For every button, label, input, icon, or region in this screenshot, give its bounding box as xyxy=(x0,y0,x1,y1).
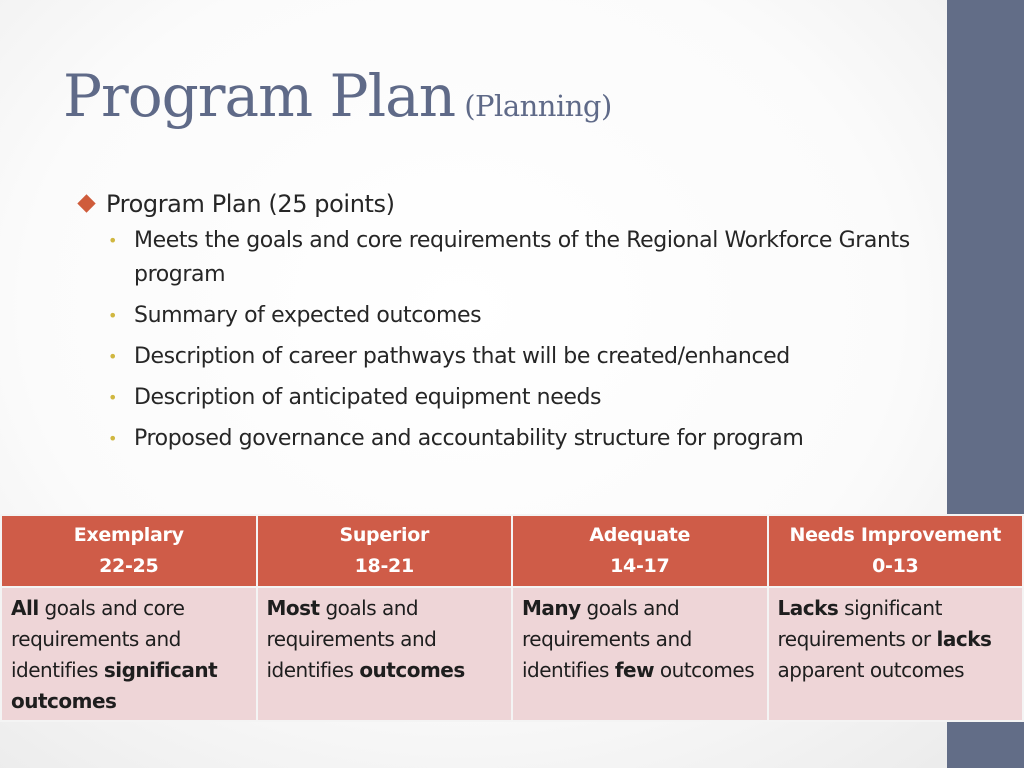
desc-text: apparent outcomes xyxy=(777,658,965,682)
rubric-level-range: 14-17 xyxy=(610,555,670,577)
desc-text: goals and requirements and identifies xyxy=(522,596,692,682)
desc-bold: Lacks xyxy=(777,596,839,620)
title-main: Program Plan xyxy=(63,62,456,130)
desc-bold: Many xyxy=(522,596,581,620)
rubric-level-range: 22-25 xyxy=(99,555,159,577)
desc-text: goals and core requirements and identifies xyxy=(11,596,185,682)
list-item xyxy=(108,224,918,292)
sub-bullet-text: Summary of expected outcomes xyxy=(134,303,482,328)
rubric-level-name: Adequate xyxy=(589,524,691,546)
rubric-table xyxy=(0,514,1024,722)
bullet-dot-icon: • xyxy=(108,388,118,407)
sub-bullet-text: Description of anticipated equipment needs xyxy=(134,385,602,410)
rubric-header-needs-improvement xyxy=(768,515,1024,587)
desc-text: outcomes xyxy=(654,658,755,682)
rubric-level-range: 18-21 xyxy=(354,555,414,577)
bullet-dot-icon: • xyxy=(108,231,118,250)
desc-text: goals and requirements and identifies xyxy=(266,596,437,682)
desc-bold: few xyxy=(614,658,655,682)
rubric-header-adequate xyxy=(512,515,768,587)
bullet-dot-icon: • xyxy=(108,347,118,366)
desc-bold: outcomes xyxy=(359,658,465,682)
sub-bullet-text: Description of career pathways that will be created/enhanced xyxy=(134,344,790,369)
rubric-level-range: 0-13 xyxy=(872,555,919,577)
rubric-level-name: Needs Improvement xyxy=(789,524,1002,546)
table-row xyxy=(1,587,1023,721)
slide-content xyxy=(78,184,918,463)
rubric-desc-needs-improvement xyxy=(768,587,1024,721)
list-item xyxy=(108,381,918,415)
bullet-dot-icon: • xyxy=(108,306,118,325)
rubric-desc-exemplary xyxy=(1,587,257,721)
desc-text: significant requirements or xyxy=(777,596,942,651)
list-item xyxy=(108,299,918,333)
rubric-header-superior xyxy=(257,515,513,587)
rubric-desc-adequate xyxy=(512,587,768,721)
rubric-header-row xyxy=(1,515,1023,587)
sub-bullet-text: Meets the goals and core requirements of the Regional Workforce Grants program xyxy=(134,228,910,287)
slide-title xyxy=(63,62,612,130)
bullet-dot-icon: • xyxy=(108,429,118,448)
desc-bold: significant outcomes xyxy=(11,658,218,713)
rubric-desc-superior xyxy=(257,587,513,721)
main-bullet xyxy=(78,184,918,224)
rubric-level-name: Superior xyxy=(339,524,430,546)
rubric-level-name: Exemplary xyxy=(73,524,184,546)
sub-bullet-list xyxy=(78,224,918,456)
list-item xyxy=(108,422,918,456)
main-bullet-text: Program Plan (25 points) xyxy=(106,190,395,218)
title-subtitle: (Planning) xyxy=(464,89,612,123)
desc-bold: All xyxy=(11,596,39,620)
diamond-bullet-icon xyxy=(77,194,95,212)
sub-bullet-text: Proposed governance and accountability structure for program xyxy=(134,426,804,451)
desc-bold: Most xyxy=(266,596,320,620)
rubric-header-exemplary xyxy=(1,515,257,587)
desc-bold: lacks xyxy=(936,627,992,651)
list-item xyxy=(108,340,918,374)
